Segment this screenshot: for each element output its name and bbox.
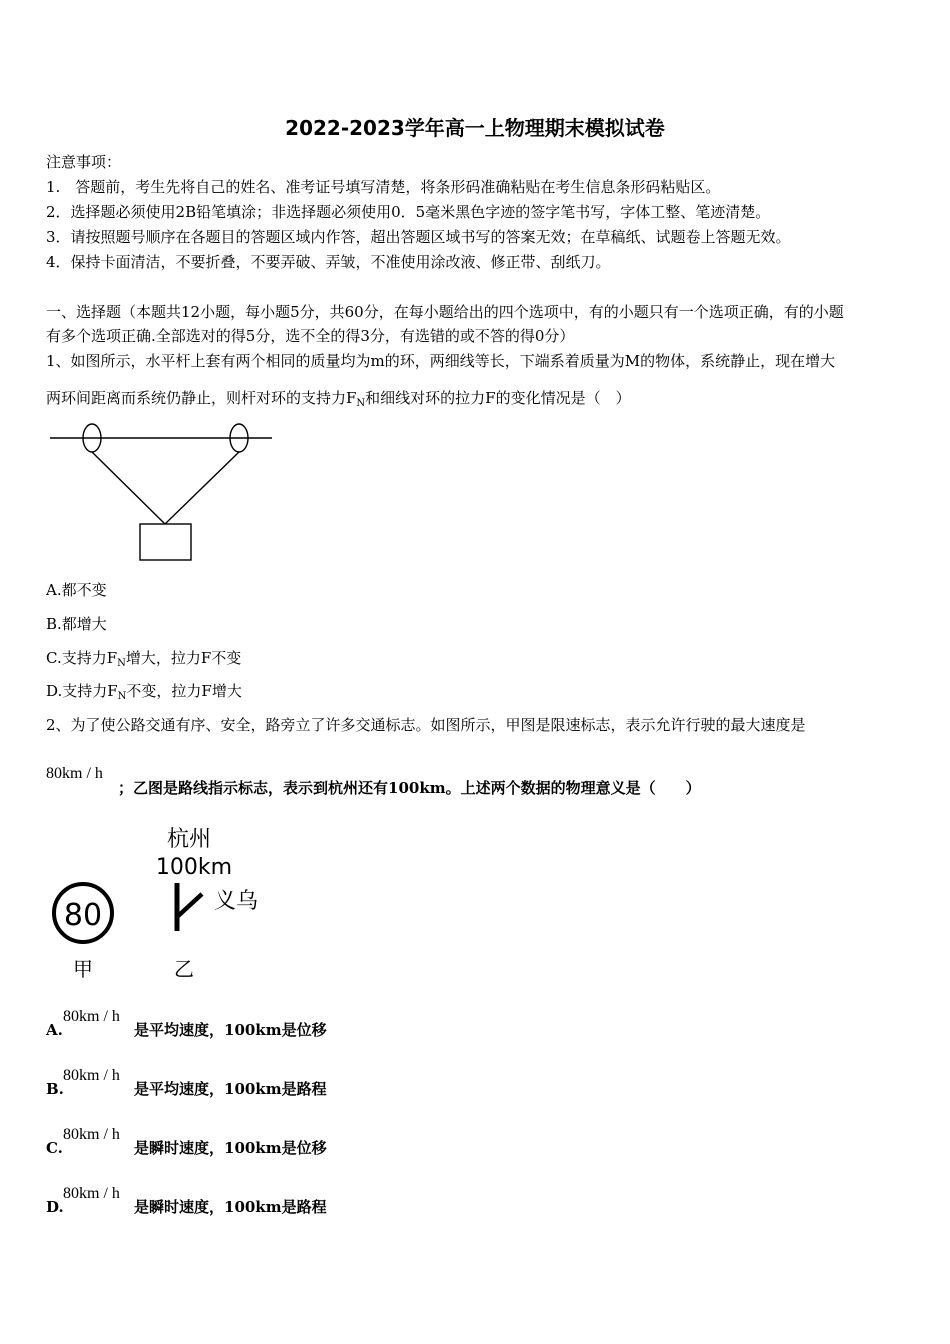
q1-option-a: A.都不变: [46, 581, 107, 599]
left-string: [92, 452, 165, 524]
notice-item-1: 1. 答题前，考生先将自己的姓名、准考证号填写清楚，将条形码准确粘贴在考生信息条形码粘贴区。: [46, 178, 721, 196]
q2-traffic-signs-figure: [46, 822, 276, 982]
label-hangzhou: 杭州: [166, 827, 212, 852]
label-jia: 甲: [73, 957, 93, 981]
q1-stem-line-1: 1、如图所示，水平杆上套有两个相同的质量均为m的环，两细线等长，下端系着质量为M的物体，系统静止，现在增大: [46, 352, 836, 370]
exam-page: 2022-2023学年高一上物理期末模拟试卷 注意事项： 1. 答题前，考生先将自己的姓名、准考证号填写清楚，将条形码准确粘贴在考生信息条形码粘贴区。 2．选择题必须使用2B铅笔填涂；非选择题必须使用0．5毫米黑色字迹的签字笔书写，字体工整、笔迹清楚。 3．请按照题号顺序在各题目的答题区域内作答，超出答题区域书写的答案无效；在草稿纸、试题卷上答题无效。 4．保持卡面清洁，不要折叠，不要弄破、弄皱，不准使用涂改液、修正带、刮纸刀。 一、选择题（本题共12小题，每小题5分，共60分，在每小题给出的四个选项中，有的小题只有一个选项正确，有的小题 有多个选项正确.全部选对的得5分，选不全的得3分，有选错的或不答的得0分） 1、如图所示，水平杆上套有两个相同的质量均为m的环，两细线等长，下端系着质量为M的物体，系统静止，现在增大 两环间距离而系统仍静止，则杆对环的支持力$F_N$和细线对环的拉力F的变化情况是（ ） A.都不变 B.都增大 C.支持力$F_N$增大，拉力F不变 D.支持力$F_N$不变，拉力F增大 2、为了使公路交通有序、安全，路旁立了许多交通标志。如图所示，甲图是限速标志，表示允许行驶的最大速度是 80km / h ；乙图是路线指示标志，表示到杭州还有100km。上述两个数据的物理意义是（ ） 80 甲 杭州 100km 义乌 乙 A. 80km / h 是平均速度，100km是位移 B. 80km / h 是平均速度，100km是路程 C. 80km / h 是瞬时速度，100km是位移 D. 80km / h 是瞬时速度，100km是路程: [0, 0, 950, 1344]
direction-sign-icon: [177, 883, 202, 931]
q2-stem-line-1: 2、为了使公路交通有序、安全，路旁立了许多交通标志。如图所示，甲图是限速标志，表示允许行驶的最大速度是: [46, 716, 806, 734]
hanging-block: [140, 524, 191, 560]
q2-speed-unit: 80km / h: [46, 765, 103, 782]
q1-option-d: D.支持力$F_N$不变，拉力F增大: [46, 682, 242, 702]
q1-option-b: B.都增大: [46, 615, 107, 633]
label-yi: 乙: [174, 957, 194, 981]
label-yiwu: 义乌: [213, 889, 259, 914]
notice-item-2: 2．选择题必须使用2B铅笔填涂；非选择题必须使用0．5毫米黑色字迹的签字笔书写，字体工整、笔迹清楚。: [46, 203, 771, 221]
notice-item-3: 3．请按照题号顺序在各题目的答题区域内作答，超出答题区域书写的答案无效；在草稿纸、试题卷上答题无效。: [46, 228, 791, 246]
q2-stem-line-2: ；乙图是路线指示标志，表示到杭州还有100km。上述两个数据的物理意义是（ ）: [118, 779, 701, 797]
right-string: [165, 452, 239, 524]
notice-heading: 注意事项：: [46, 153, 122, 171]
q1-rings-figure: [46, 420, 276, 565]
page-title: 2022-2023学年高一上物理期末模拟试卷: [285, 116, 665, 140]
q1-option-c: C.支持力$F_N$增大，拉力F不变: [46, 649, 242, 669]
label-distance: 100km: [155, 855, 233, 880]
section-intro-line-2: 有多个选项正确.全部选对的得5分，选不全的得3分，有选错的或不答的得0分）: [46, 327, 575, 345]
notice-item-4: 4．保持卡面清洁，不要折叠，不要弄破、弄皱，不准使用涂改液、修正带、刮纸刀。: [46, 253, 611, 271]
speed-limit-value: 80: [63, 898, 103, 933]
q1-stem-line-2: 两环间距离而系统仍静止，则杆对环的支持力$F_N$和细线对环的拉力F的变化情况是（ ）: [46, 389, 631, 409]
section-intro-line-1: 一、选择题（本题共12小题，每小题5分，共60分，在每小题给出的四个选项中，有的小题只有一个选项正确，有的小题: [46, 303, 844, 321]
